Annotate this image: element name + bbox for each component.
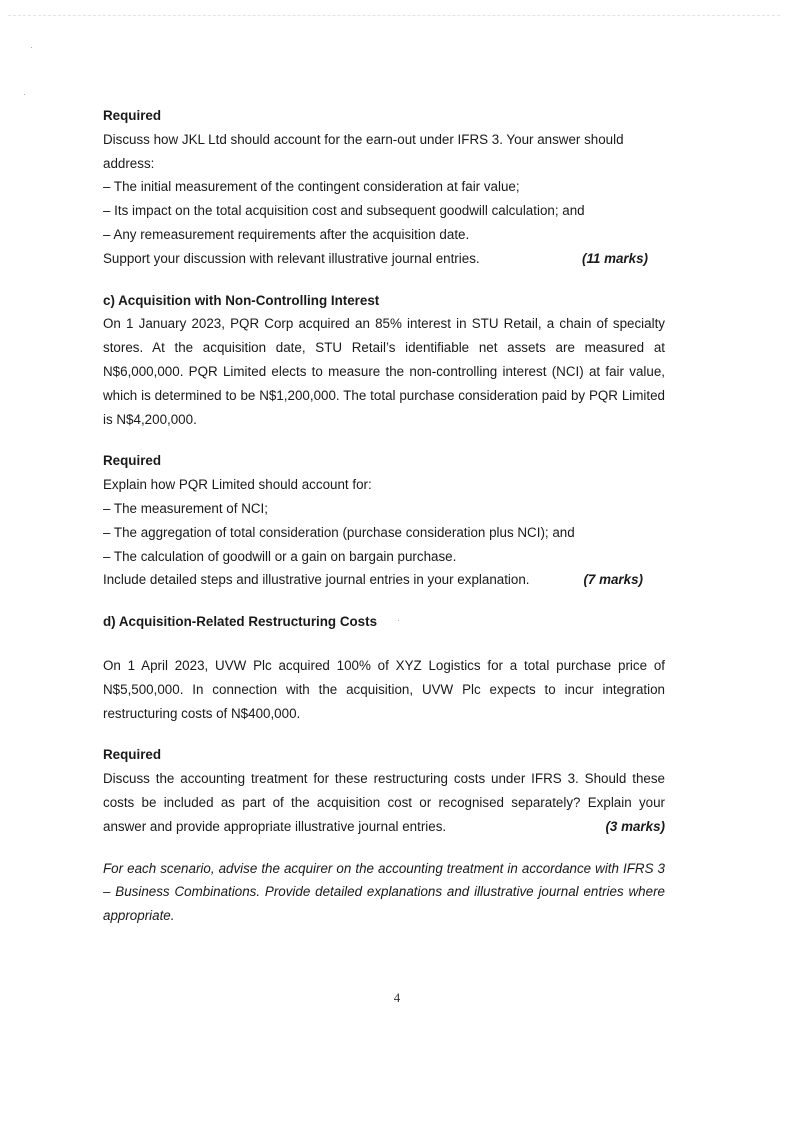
marks-label: (11 marks) — [582, 250, 648, 266]
section-b-required — [103, 104, 665, 271]
document-page — [103, 104, 665, 928]
bullet-item: – The measurement of NCI; — [103, 500, 268, 516]
marks-label: (3 marks) — [605, 818, 665, 834]
required-intro: Discuss how JKL Ltd should account for the earn-out under IFRS 3. Your answer should address: — [103, 131, 624, 171]
section-body: On 1 January 2023, PQR Corp acquired an 85% interest in STU Retail, a chain of specialty stores. At the acquisition date, STU Retail’s identifiable net assets are measured at N$6,000,000. PQR Limited elects to measure the non-controlling interest (NCI) at fair value, which is determined to be N$1,200,000. The total purchase consideration paid by PQR Limited is N$4,200,000. — [103, 316, 665, 427]
closing-row — [103, 247, 665, 271]
section-body: On 1 April 2023, UVW Plc acquired 100% of XYZ Logistics for a total purchase price of N$5,500,000. In connection with the acquisition, UVW Plc expects to incur integration restructuring costs of N$400,000. — [103, 657, 665, 721]
required-text: Discuss the accounting treatment for these restructuring costs under IFRS 3. Should these costs be included as part of the acquisition cost or recognised separately? Explain your answer and provide appropriate illustrative journal entries. — [103, 771, 665, 834]
scan-artifact-line — [8, 15, 780, 16]
required-heading: Required — [103, 108, 162, 123]
scan-speck — [24, 94, 25, 95]
scan-speck — [31, 47, 32, 48]
section-heading: d) Acquisition-Related Restructuring Costs — [103, 614, 378, 630]
instruction-text: For each scenario, advise the acquirer on the accounting treatment in accordance with IFRS 3 – Business Combinations. Provide detailed explanations and illustrative journal entries where appropriate. — [103, 860, 665, 924]
section-c — [103, 289, 665, 593]
bullet-item: – Its impact on the total acquisition cost and subsequent goodwill calculation; and — [103, 203, 585, 219]
bullet-item: – The calculation of goodwill or a gain on bargain purchase. — [103, 548, 457, 564]
required-heading: Required — [103, 453, 162, 469]
required-intro: Explain how PQR Limited should account for: — [103, 477, 372, 493]
page-number: 4 — [393, 990, 401, 1005]
closing-text: Support your discussion with relevant illustrative journal entries. — [103, 250, 480, 266]
required-text-block — [103, 767, 665, 838]
bullet-item: – The aggregation of total consideration (purchase consideration plus NCI); and — [103, 524, 575, 540]
section-d — [103, 610, 665, 838]
required-heading: Required — [103, 747, 162, 763]
bullet-item: – Any remeasurement requirements after the acquisition date. — [103, 226, 470, 242]
closing-text: Include detailed steps and illustrative journal entries in your explanation. — [103, 572, 530, 588]
bullet-item: – The initial measurement of the contingent consideration at fair value; — [103, 179, 520, 195]
closing-row — [103, 568, 665, 592]
marks-label: (7 marks) — [583, 572, 643, 588]
section-heading: c) Acquisition with Non-Controlling Interest — [103, 292, 380, 308]
